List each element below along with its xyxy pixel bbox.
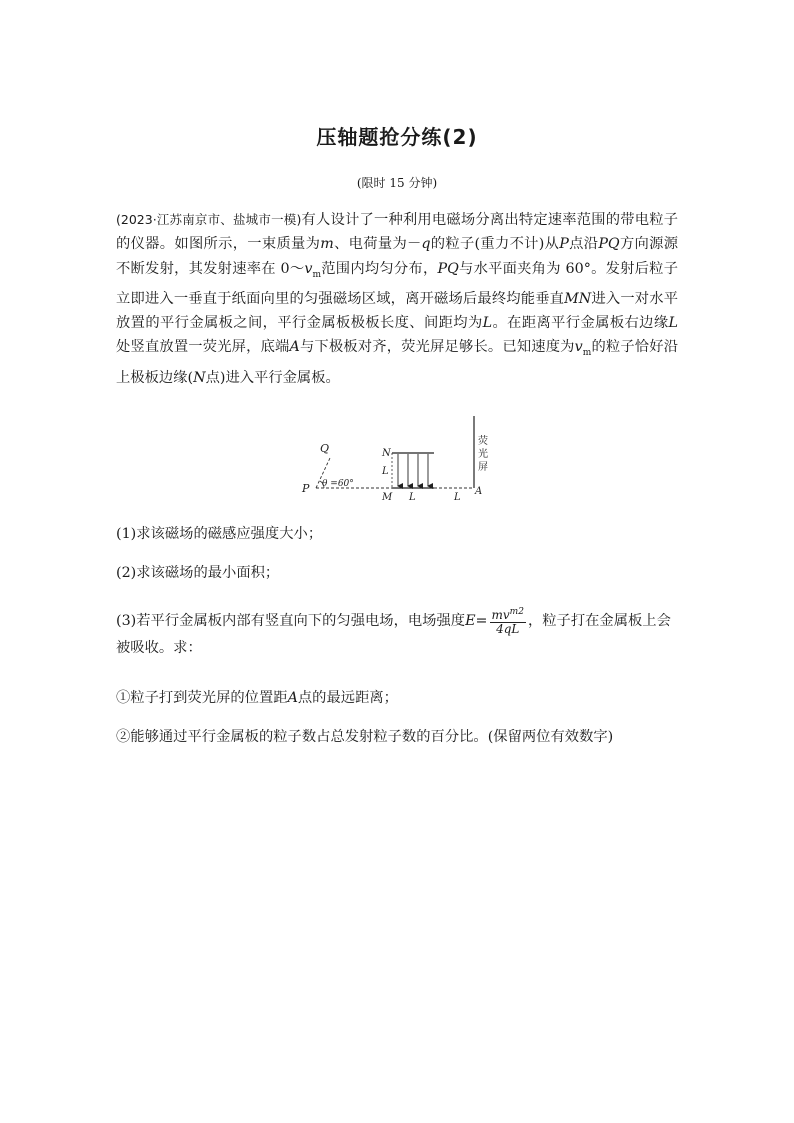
label-l-left: L [382, 466, 389, 477]
time-limit: (限时 15 分钟) [356, 176, 438, 190]
screen-label-char: 屏 [478, 462, 488, 473]
label-q: Q [320, 442, 330, 455]
label-angle: θ =60° [322, 479, 354, 489]
label-l-mid: L [409, 492, 416, 503]
question-2: (2)求该磁场的最小面积； [116, 565, 280, 581]
problem-source: (2023·江苏南京市、盐城市一模) [116, 212, 302, 227]
label-n: N [382, 448, 391, 459]
page-title: 压轴题抢分练(2) [316, 125, 478, 149]
question-3-part-2: ②能够通过平行金属板的粒子数占总发射粒子数的百分比。(保留两位有效数字) [116, 729, 614, 745]
label-l-right: L [454, 492, 461, 503]
screen-label-char: 荧 [478, 436, 488, 447]
problem-figure [298, 412, 508, 506]
label-p: P [302, 482, 310, 495]
question-1: (1)求该磁场的磁感应强度大小； [116, 526, 323, 542]
question-3: (3)若平行金属板内部有竖直向下的匀强电场，电场强度E= $\frac{mv^{m2}}{4qL}$ ，粒子打在金属板上会被吸收。求： [116, 607, 671, 656]
label-m: M [382, 492, 393, 503]
problem-statement: (2023·江苏南京市、盐城市一模)有人设计了一种利用电磁场分离出特定速率范围的带电粒子的仪器。如图所示，一束质量为m、电荷量为－q的粒子(重力不计)从P点沿PQ方向源源不断发射，其发射速率在 $0\sim v_m$范围内均匀分布，PQ与水平面夹角为 60°。发射后粒子立即进入一垂直于纸面向里的匀强磁场区域，离开磁场后最终均能垂直MN进入一对水平放置的平行金属板之间，平行金属板极板长度、间距均为L。在距离平行金属板右边缘L处竖直放置一荧光屏，底端A与下极板对齐，荧光屏足够长。已知速度为$v_m$的粒子恰好沿上极板边缘(N点)进入平行金属板。 [116, 212, 679, 386]
screen-label-char: 光 [478, 449, 488, 460]
field-strength-fraction: $\frac{mv^{m2}}{4qL}$ [491, 607, 524, 636]
question-3-part-1: ①粒子打到荧光屏的位置距A点的最远距离； [116, 690, 398, 706]
label-a: A [475, 486, 483, 497]
